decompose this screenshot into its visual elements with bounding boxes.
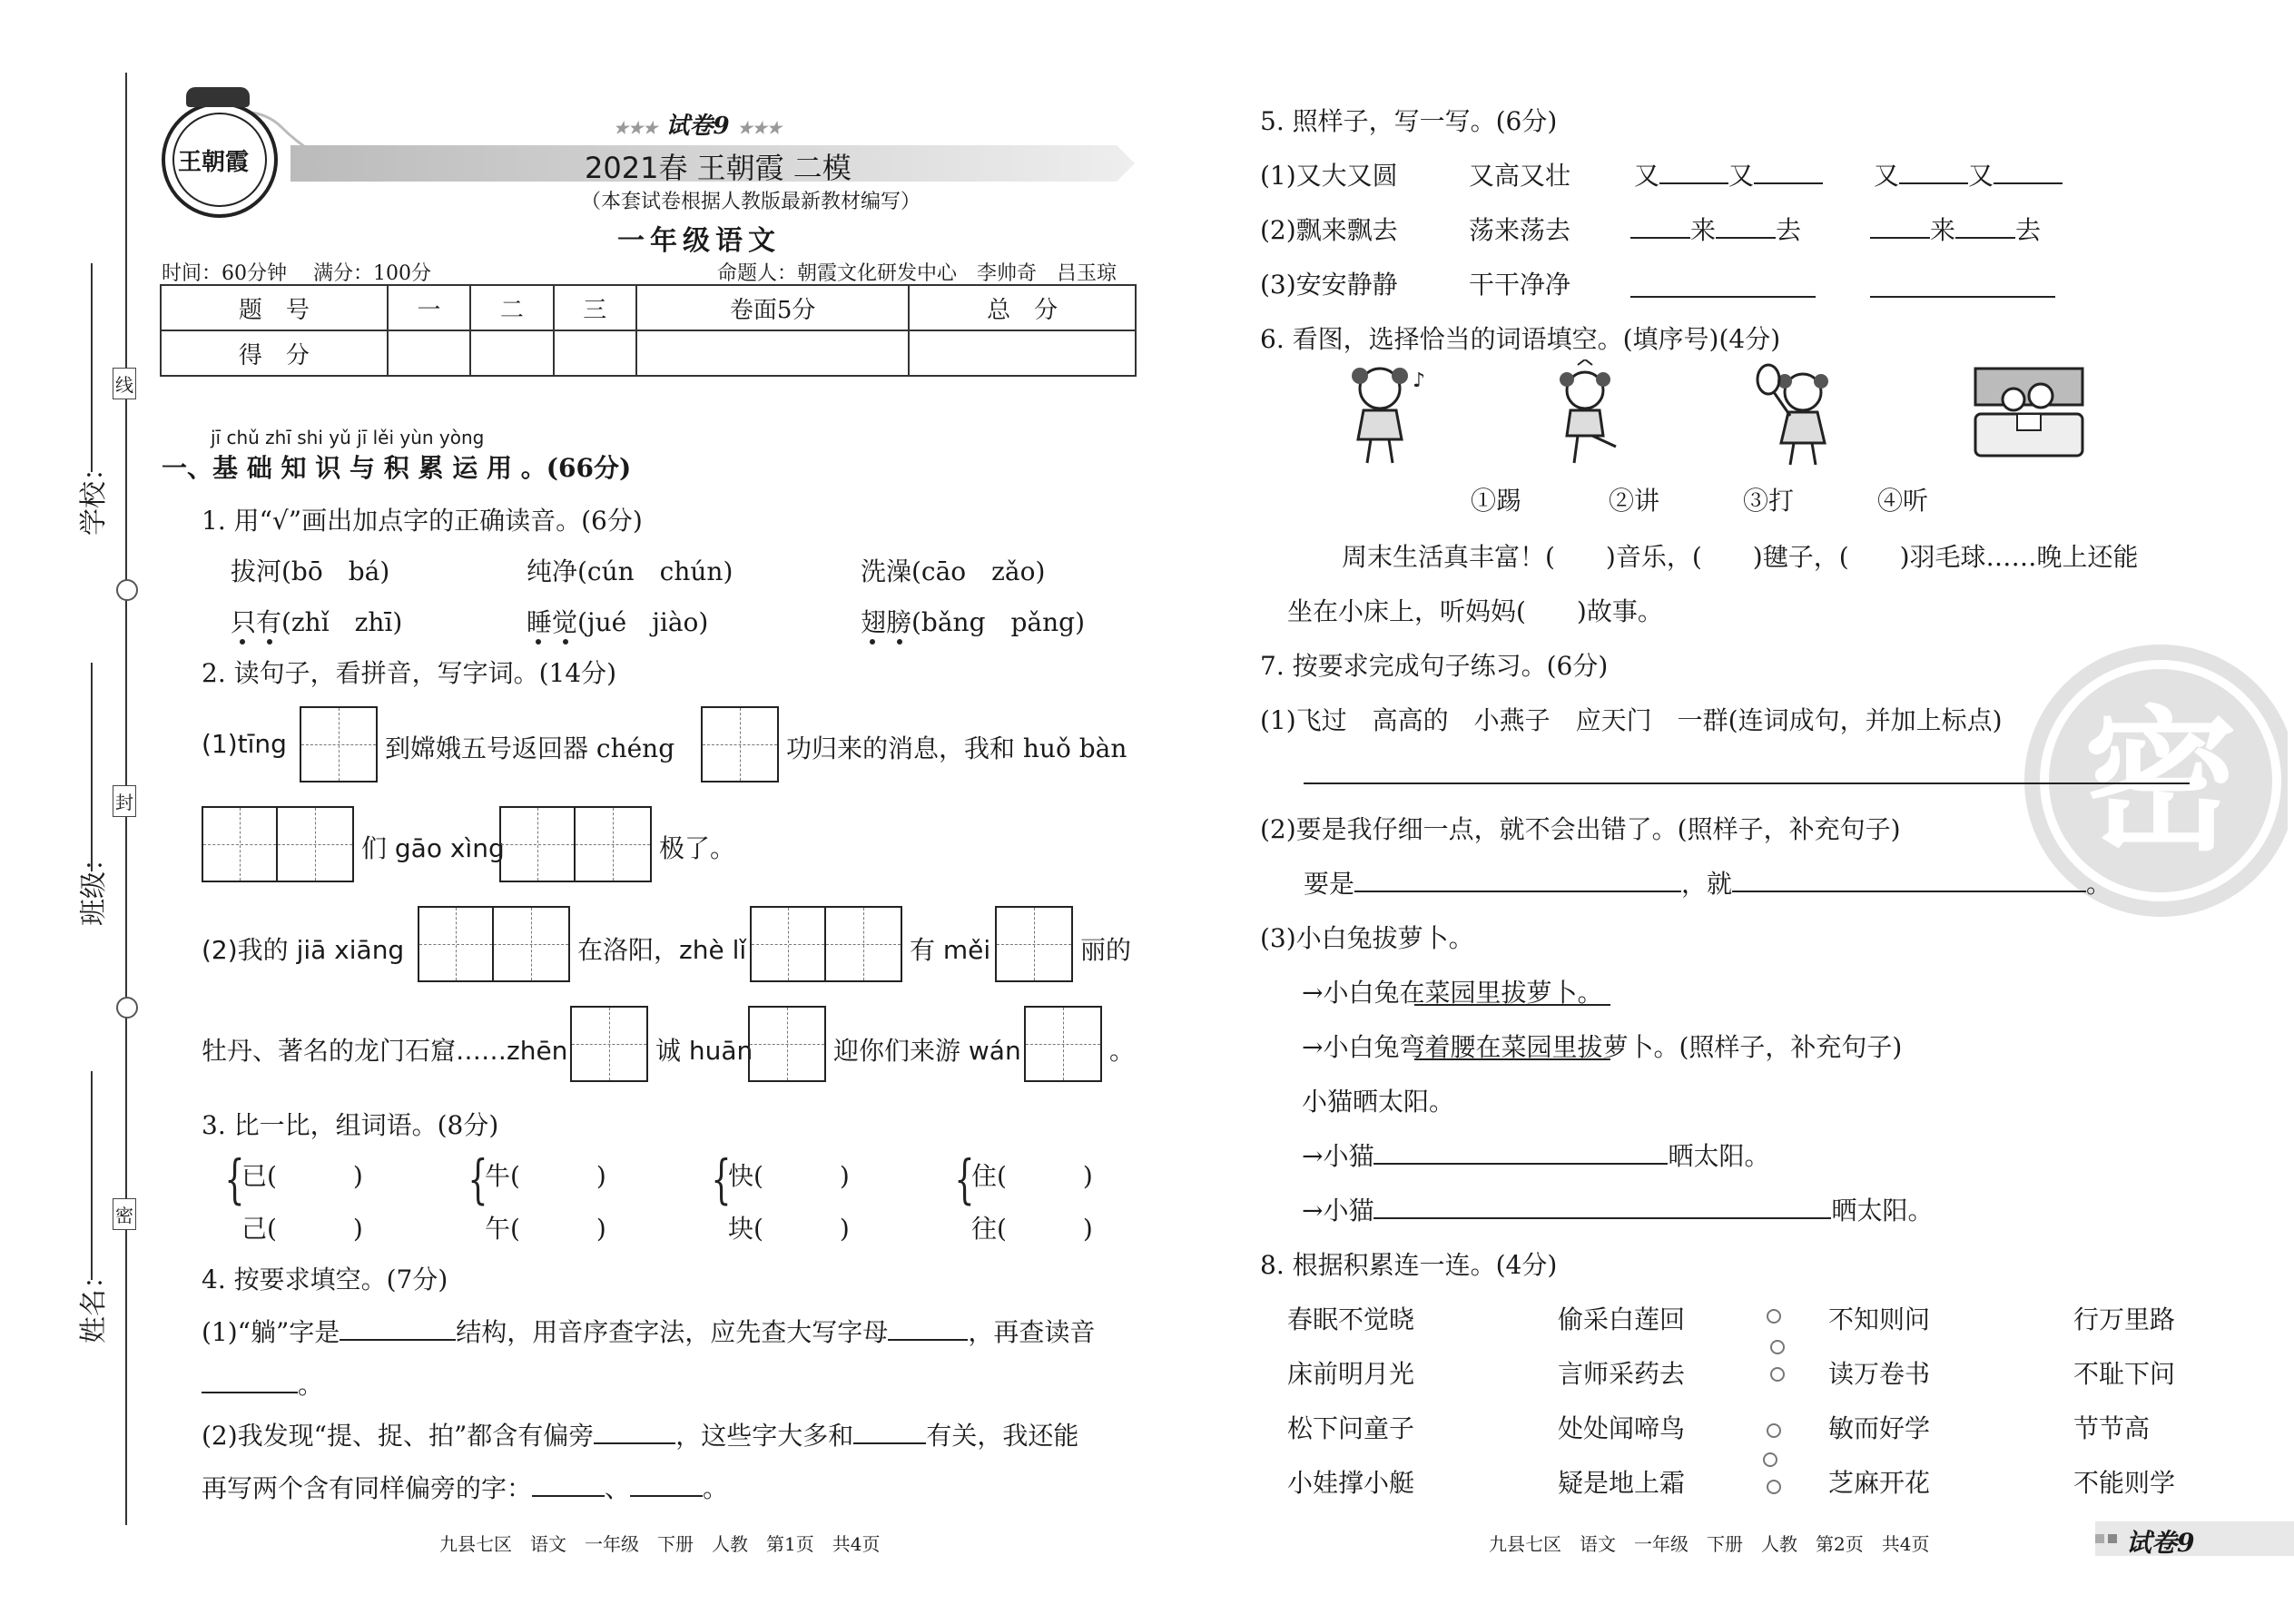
score-table-header-row: [161, 285, 1136, 330]
section1-pinyin: jī chǔ zhī shi yǔ jī lěi yùn yòng: [211, 427, 485, 448]
score-cell[interactable]: [470, 330, 553, 376]
q7-example: →小白兔在菜园里拔萝卜。: [1302, 978, 1603, 1008]
q8-title: 8. 根据积累连一连。(4分): [1260, 1250, 1558, 1280]
mother-telling-story-picture: [1970, 359, 2088, 468]
q7-fill: →小猫 晒太阳。: [1302, 1196, 1934, 1225]
binding-dot-icon: [1770, 1367, 1785, 1382]
corner-tag: [2095, 1521, 2294, 1556]
q1-item[interactable]: 洗澡(cāo zǎo): [861, 556, 1046, 586]
q2-text: 。: [1109, 1036, 1136, 1066]
logo-text: 王朝霞: [178, 149, 250, 176]
emphasis-dot: [536, 639, 541, 645]
q7-example: →小白兔弯着腰在菜园里拔萝卜。(照样子，补充句子): [1302, 1032, 1903, 1062]
q8-item[interactable]: 小娃撑小艇: [1287, 1468, 1415, 1498]
q8-item[interactable]: 春眠不觉晓: [1287, 1304, 1415, 1334]
answer-line[interactable]: [1304, 782, 2190, 784]
emphasis-dot: [240, 639, 245, 645]
writing-box-2[interactable]: [750, 906, 902, 982]
writing-box[interactable]: [995, 906, 1073, 982]
section1-title: 一、基 础 知 识 与 积 累 运 用 。(66分): [162, 453, 632, 483]
score-cell[interactable]: [554, 330, 636, 376]
answer-blank[interactable]: [594, 1419, 675, 1444]
q5-row: 又 又: [1634, 156, 1823, 192]
exam-full-score: 满分：100分: [313, 262, 431, 285]
svg-text:♪: ♪: [1413, 369, 1426, 392]
exam-subtitle: （本套试卷根据人教版最新教材编写）: [581, 191, 921, 213]
name-label: 姓名：: [78, 1262, 110, 1343]
q8-item[interactable]: 不知则问: [1828, 1304, 1931, 1334]
binding-dot-icon: [1770, 1340, 1785, 1354]
logo-badge: [162, 102, 278, 218]
writing-box-2[interactable]: [418, 906, 570, 982]
answer-blank[interactable]: [1354, 867, 1681, 892]
answer-blank[interactable]: [1870, 213, 1930, 239]
emphasis-dot: [897, 639, 902, 645]
q1-item[interactable]: 拔河(bō bá): [231, 556, 390, 586]
score-cell[interactable]: [388, 330, 470, 376]
school-label: 学校：: [78, 454, 110, 536]
score-table: [160, 284, 1137, 377]
answer-line[interactable]: [1870, 296, 2055, 298]
class-field[interactable]: [91, 663, 93, 871]
answer-blank[interactable]: [888, 1315, 968, 1341]
brace-icon: {: [711, 1148, 732, 1210]
q1-item[interactable]: 睡觉(jué jiào): [527, 607, 709, 637]
q1-item[interactable]: 只有(zhǐ zhī): [231, 607, 403, 637]
writing-box[interactable]: [570, 1006, 648, 1082]
q6-title: 6. 看图，选择恰当的词语填空。(填序号)(4分): [1260, 324, 1781, 354]
emphasis-dot: [563, 639, 568, 645]
q8-item[interactable]: 松下问童子: [1287, 1413, 1415, 1443]
q2-text: 牡丹、著名的龙门石窟……zhēn: [202, 1036, 568, 1066]
q2-text: 有 měi: [910, 935, 991, 965]
answer-blank[interactable]: [1716, 213, 1776, 239]
q3-title: 3. 比一比，组词语。(8分): [202, 1110, 499, 1140]
emphasis-dot: [870, 639, 875, 645]
q2-title: 2. 读句子，看拼音，写字词。(14分): [202, 658, 617, 688]
answer-blank[interactable]: [1994, 159, 2063, 184]
score-table-header: 题 号: [161, 285, 388, 330]
seal-mark-seal: 封: [113, 785, 136, 817]
q7-part2-fill: 要是 ，就 。: [1304, 869, 2112, 899]
q5-row: (2)飘来飘去: [1260, 215, 1398, 245]
school-field[interactable]: [91, 263, 93, 472]
binding-hole-icon: [116, 579, 138, 601]
q4-title: 4. 按要求填空。(7分): [202, 1265, 448, 1294]
q8-item[interactable]: 疑是地上霜: [1558, 1468, 1686, 1498]
q7-part3: (3)小白兔拔萝卜。: [1260, 923, 1474, 953]
q2-text: 丽的: [1080, 935, 1132, 965]
q8-item[interactable]: 床前明月光: [1287, 1359, 1415, 1389]
q7-title: 7. 按要求完成句子练习。(6分): [1260, 651, 1609, 681]
answer-blank[interactable]: [202, 1368, 298, 1393]
brace-icon: {: [224, 1148, 245, 1210]
answer-blank[interactable]: [1955, 213, 2015, 239]
q8-item[interactable]: 读万卷书: [1828, 1359, 1931, 1389]
q5-row: 又 又: [1874, 156, 2063, 192]
binding-dot-icon: [1767, 1423, 1781, 1438]
q7-prompt: 小猫晒太阳。: [1302, 1087, 1455, 1117]
q5-title: 5. 照样子，写一写。(6分): [1260, 106, 1558, 136]
crown-icon: [186, 87, 250, 107]
q2-text: 在洛阳，zhè lǐ: [577, 935, 747, 965]
brace-icon: {: [468, 1148, 488, 1210]
q2-text: (2)我的 jiā xiāng: [202, 935, 405, 965]
answer-blank[interactable]: [1373, 1139, 1668, 1165]
q4-line: (2)我发现“提、捉、拍”都含有偏旁 ，这些字大多和 有关，我还能: [202, 1421, 1079, 1451]
q6-option: ①踢: [1471, 486, 1522, 516]
q3-item[interactable]: 己( ): [241, 1214, 363, 1244]
q5-row: 又高又壮: [1469, 161, 1571, 191]
q7-part1: (1)飞过 高高的 小燕子 应天门 一群(连词成句，并加上标点): [1260, 705, 2003, 735]
q2-text: 诚 huān: [655, 1036, 753, 1066]
q8-item[interactable]: 节节高: [2073, 1413, 2151, 1443]
q2-text: 极了。: [659, 833, 736, 863]
q3-item[interactable]: 牛( ): [485, 1161, 606, 1191]
girl-listening-music-picture: [1334, 359, 1443, 468]
q5-row: 来 去: [1870, 211, 2041, 247]
q3-item[interactable]: 往( ): [971, 1214, 1093, 1244]
answer-line[interactable]: [1630, 296, 1816, 298]
answer-blank[interactable]: [1659, 159, 1728, 184]
binding-dot-icon: [1767, 1480, 1781, 1494]
writing-box-2[interactable]: [499, 806, 652, 882]
q5-row: (1)又大又圆: [1260, 161, 1398, 191]
q8-item[interactable]: 不能则学: [2073, 1468, 2176, 1498]
answer-blank[interactable]: [853, 1419, 926, 1444]
q8-item[interactable]: 不耻下问: [2073, 1359, 2176, 1389]
q2-text: 到嫦娥五号返回器 chéng: [385, 733, 675, 763]
score-cell[interactable]: [909, 330, 1136, 376]
example-underline: [1414, 1004, 1610, 1006]
q1-title: 1. 用“√”画出加点字的正确读音。(6分): [202, 506, 643, 536]
q4-line: 再写两个含有同样偏旁的字： 、 。: [202, 1473, 729, 1503]
brace-icon: {: [954, 1148, 975, 1210]
q7-part2: (2)要是我仔细一点，就不会出错了。(照样子，补充句子): [1260, 814, 1901, 844]
seal-mark-line: 线: [113, 368, 136, 399]
corner-tag-text: 试卷9: [2126, 1528, 2195, 1558]
q6-sentence[interactable]: 坐在小床上，听妈妈( )故事。: [1287, 596, 1663, 626]
q4-line: (1)“躺”字是 结构，用音序查字法，应先查大写字母 ，再查读音: [202, 1317, 1096, 1347]
q5-row: 干干净净: [1469, 270, 1571, 300]
score-cell[interactable]: [636, 330, 909, 376]
binding-hole-icon: [116, 997, 138, 1019]
q5-row: 荡来荡去: [1469, 215, 1571, 245]
binding-dot-icon: [1767, 1309, 1781, 1324]
exam-title: 2021春 王朝霞 二模: [585, 151, 852, 185]
q3-item[interactable]: 已( ): [241, 1161, 363, 1191]
score-table-score-row: [161, 330, 1136, 376]
answer-blank[interactable]: [1373, 1194, 1831, 1219]
q1-item[interactable]: 翅膀(bǎng pǎng): [861, 607, 1085, 637]
answer-blank[interactable]: [532, 1471, 605, 1497]
answer-blank[interactable]: [340, 1315, 456, 1341]
writing-box[interactable]: [1024, 1006, 1102, 1082]
girl-kicking-shuttlecock-picture: [1534, 359, 1643, 468]
footer-right: 九县七区 语文 一年级 下册 人教 第2页 共4页: [1489, 1533, 1930, 1555]
answer-blank[interactable]: [630, 1471, 703, 1497]
q2-text: 功归来的消息，我和 huǒ bàn: [786, 733, 1127, 763]
answer-blank[interactable]: [1732, 867, 2086, 892]
q2-text: 迎你们来游 wán: [833, 1036, 1021, 1066]
q2-text: 们 gāo xìng: [361, 833, 505, 863]
q6-option: ④听: [1877, 486, 1929, 516]
footer-left: 九县七区 语文 一年级 下册 人教 第1页 共4页: [439, 1533, 881, 1555]
q6-sentence[interactable]: 周末生活真丰富！( )音乐，( )毽子，( )羽毛球……晚上还能: [1342, 542, 2139, 572]
girl-playing-badminton-picture: [1743, 359, 1861, 468]
stamp-char: 密: [2082, 693, 2239, 872]
q4-line: 。: [202, 1365, 323, 1402]
name-field[interactable]: [91, 1071, 93, 1280]
exam-time: 时间：60分钟: [162, 262, 287, 285]
q8-item[interactable]: 行万里路: [2073, 1304, 2176, 1334]
q8-item[interactable]: 芝麻开花: [1828, 1468, 1931, 1498]
q3-item[interactable]: 午( ): [485, 1214, 606, 1244]
writing-box[interactable]: [300, 706, 378, 782]
q1-item[interactable]: 纯净(cún chún): [527, 556, 733, 586]
writing-box-2[interactable]: [202, 806, 354, 882]
score-row-label: 得 分: [161, 330, 388, 376]
emphasis-dot: [267, 639, 272, 645]
q2-text: (1)tīng: [202, 729, 287, 759]
exam-authors: 命题人：朝霞文化研发中心 李帅奇 吕玉琼: [717, 262, 1117, 285]
score-table-header: 总 分: [909, 285, 1136, 330]
writing-box[interactable]: [748, 1006, 826, 1082]
grade-subject: 一年级语文: [617, 225, 781, 257]
q3-item[interactable]: 住( ): [971, 1161, 1093, 1191]
answer-blank[interactable]: [1754, 159, 1823, 184]
q8-item[interactable]: 处处闻啼鸟: [1558, 1413, 1686, 1443]
score-table-header: 二: [470, 285, 553, 330]
q6-option: ③打: [1743, 486, 1795, 516]
q5-row: 来 去: [1630, 211, 1801, 247]
q3-item[interactable]: 快( ): [728, 1161, 850, 1191]
example-underline: [1414, 1058, 1610, 1060]
paper-tag: ★★★ 试卷9 ★★★: [614, 113, 783, 140]
class-label: 班级：: [78, 844, 110, 926]
seal-mark-secret: 密: [113, 1198, 136, 1230]
q7-fill: →小猫 晒太阳。: [1302, 1141, 1770, 1171]
binding-dot-icon: [1763, 1452, 1777, 1467]
answer-blank[interactable]: [1899, 159, 1968, 184]
score-table-header: 卷面5分: [636, 285, 909, 330]
score-table-header: 一: [388, 285, 470, 330]
q6-option: ②讲: [1609, 486, 1660, 516]
q8-item[interactable]: 敏而好学: [1828, 1413, 1931, 1443]
q8-item[interactable]: 偷采白莲回: [1558, 1304, 1686, 1334]
answer-blank[interactable]: [1630, 213, 1690, 239]
score-table-header: 三: [554, 285, 636, 330]
q8-item[interactable]: 言师采药去: [1558, 1359, 1686, 1389]
writing-box[interactable]: [701, 706, 779, 782]
q5-row: (3)安安静静: [1260, 270, 1398, 300]
q3-item[interactable]: 块( ): [728, 1214, 850, 1244]
